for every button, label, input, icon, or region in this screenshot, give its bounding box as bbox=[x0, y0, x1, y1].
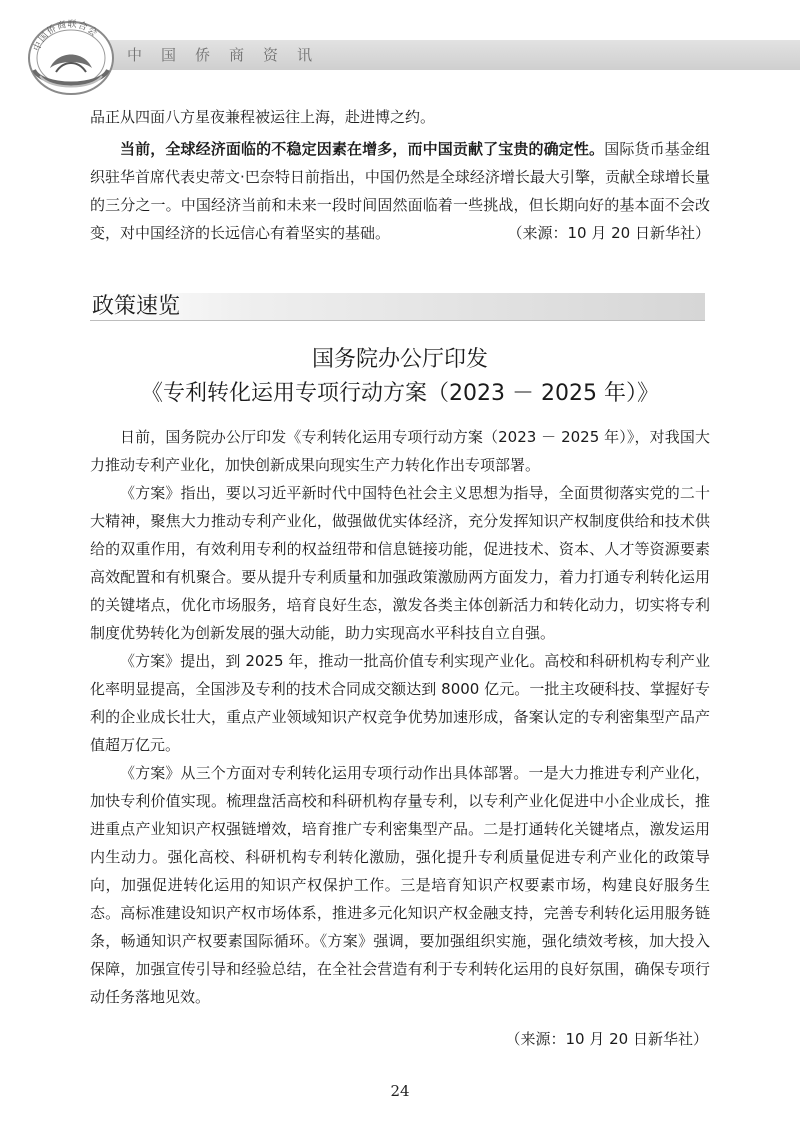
article-paragraph: 《方案》提出，到 2025 年，推动一批高价值专利实现产业化。高校和科研机构专利产业化率明显提高，全国涉及专利的技术合同成交额达到 8000 亿元。一批主攻硬科技、掌握好专利的企业成长壮大，重点产业领域知识产权竞争优势加速形成，备案认定的专利密集型产品产值超万亿元。 bbox=[90, 652, 710, 754]
article-paragraph: 《方案》从三个方面对专利转化运用专项行动作出具体部署。一是大力推进专利产业化，加快专利价值实现。梳理盘活高校和科研机构存量专利，以专利产业化促进中小企业成长，推进重点产业知识产权强链增效，培育推广专利密集型产品。二是打通转化关键堵点，激发运用内生动力。强化高校、科研机构专利转化激励，强化提升专利质量促进专利产业化的政策导向，加强促进转化运用的知识产权保护工作。三是培育知识产权要素市场，构建良好服务生态。高标准建设知识产权市场体系，推进多元化知识产权金融支持，完善专利转化运用服务链条，畅通知识产权要素国际循环。《方案》强调，要加强组织实施，强化绩效考核，加大投入保障，加强宣传引导和经验总结，在全社会营造有利于专利转化运用的良好氛围，确保专项行动任务落地见效。 bbox=[90, 764, 710, 1006]
logo-text: 中国侨商联合会 bbox=[32, 19, 100, 53]
organization-logo bbox=[20, 10, 122, 96]
section-header-band bbox=[90, 293, 705, 321]
intro-body-text: 国际货币基金组织驻华首席代表史蒂文·巴奈特日前指出，中国仍然是全球经济增长最大引擎，贡献全球增长量的三分之一。中国经济当前和未来一段时间固然面临着一些挑战，但长期向好的基本面不会改变，对中国经济的长远信心有着坚实的基础。 bbox=[90, 140, 710, 242]
header-title: 中国侨商资讯 bbox=[127, 46, 332, 64]
page-number: 24 bbox=[390, 1082, 410, 1100]
article-title-line-1: 国务院办公厅印发 bbox=[311, 347, 488, 372]
intro-bold-sentence: 当前，全球经济面临的不稳定因素在增多，而中国贡献了宝贵的确定性。 bbox=[120, 140, 605, 158]
article-paragraph: 日前，国务院办公厅印发《专利转化运用专项行动方案（2023 － 2025 年）》，对我国大力推动专利产业化，加快创新成果向现实生产力转化作出专项部署。 bbox=[90, 428, 710, 474]
article-source: （来源：10 月 20 日新华社） bbox=[505, 1030, 708, 1048]
intro-paragraph-2 bbox=[90, 135, 710, 247]
intro-paragraph-1: 品正从四面八方星夜兼程被运往上海，赴进博之约。 bbox=[90, 108, 436, 126]
intro-source: （来源：10 月 20 日新华社） bbox=[507, 224, 710, 242]
article-paragraph: 《方案》指出，要以习近平新时代中国特色社会主义思想为指导，全面贯彻落实党的二十大精神，聚焦大力推动专利产业化，做强做优实体经济，充分发挥知识产权制度供给和技术供给的双重作用，有效利用专利的权益纽带和信息链接功能，促进技术、资本、人才等资源要素高效配置和有机聚合。要从提升专利质量和加强政策激励两方面发力，着力打通专利转化运用的关键堵点，优化市场服务，培育良好生态，激发各类主体创新活力和转化动力，切实将专利制度优势转化为创新发展的强大动能，助力实现高水平科技自立自强。 bbox=[90, 484, 710, 642]
article-title-line-2: 《专利转化运用专项行动方案（2023 － 2025 年）》 bbox=[141, 381, 659, 406]
section-title: 政策速览 bbox=[92, 294, 181, 319]
